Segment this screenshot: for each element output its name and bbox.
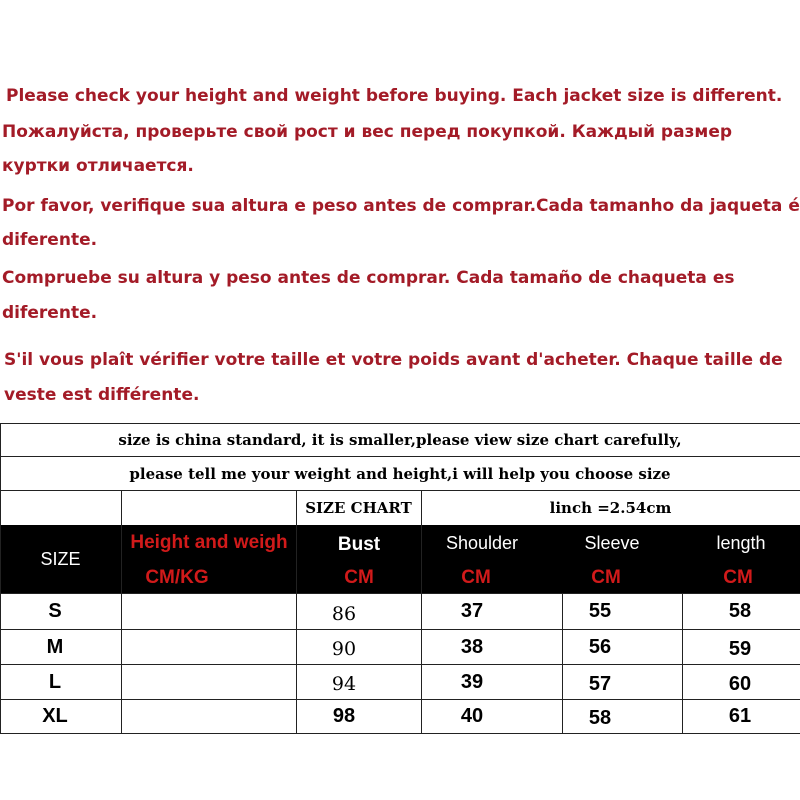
shoulder-value: 40 — [460, 705, 484, 727]
height-weight-value — [122, 700, 296, 733]
row-divider — [0, 733, 800, 734]
header-bust: Bust — [337, 534, 381, 555]
shoulder-value: 37 — [460, 600, 484, 622]
notice-spanish-line1: Compruebe su altura y peso antes de comprar. Cada tamaño de chaqueta es — [2, 268, 735, 288]
notice-portuguese-line1: Por favor, verifique sua altura e peso antes de comprar.Cada tamanho da jaqueta é — [2, 196, 800, 216]
height-weight-value — [122, 630, 296, 664]
header-height-weight: Height and weigh — [130, 532, 288, 553]
size-label: L — [48, 670, 62, 693]
notice-portuguese-line2: diferente. — [2, 230, 98, 250]
shoulder-value: 39 — [460, 670, 484, 693]
sleeve-value: 56 — [588, 635, 612, 658]
size-label: M — [46, 635, 64, 658]
note-china-standard: size is china standard, it is smaller,please view size chart carefully, — [118, 431, 682, 449]
header-shoulder: Shoulder — [445, 532, 519, 553]
size-chart-title: SIZE CHART — [305, 499, 412, 517]
length-value: 58 — [728, 600, 752, 622]
notice-russian-line2: куртки отличается. — [2, 156, 194, 176]
bust-value: 98 — [332, 705, 356, 727]
bust-value: 94 — [331, 673, 357, 695]
notice-french-line2: veste est différente. — [4, 385, 200, 405]
length-value: 59 — [728, 637, 752, 660]
size-label: S — [48, 600, 62, 622]
header-size: SIZE — [40, 548, 81, 569]
header-sleeve: Sleeve — [584, 532, 640, 553]
notice-french-line1: S'il vous plaît vérifier votre taille et votre poids avant d'acheter. Chaque taille de — [4, 350, 783, 370]
unit-sleeve: CM — [591, 567, 621, 588]
unit-shoulder: CM — [461, 567, 491, 588]
unit-bust: CM — [344, 567, 374, 588]
sleeve-value: 55 — [588, 600, 612, 622]
unit-length: CM — [723, 567, 753, 588]
note-tell-weight-height: please tell me your weight and height,i will help you choose size — [129, 464, 671, 483]
notice-russian-line1: Пожалуйста, проверьте свой рост и вес перед покупкой. Каждый размер — [2, 122, 733, 142]
unit-height-weight: CM/KG — [145, 567, 209, 588]
height-weight-value — [122, 594, 296, 629]
header-length: length — [716, 532, 766, 553]
bust-value: 90 — [331, 638, 357, 660]
length-value: 60 — [728, 672, 752, 695]
notice-english: Please check your height and weight before buying. Each jacket size is different. — [6, 86, 783, 106]
bust-value: 86 — [331, 602, 357, 625]
sleeve-value: 58 — [588, 707, 612, 729]
row-divider — [0, 629, 800, 630]
notice-spanish-line2: diferente. — [2, 303, 98, 323]
shoulder-value: 38 — [460, 635, 484, 658]
row-divider — [0, 699, 800, 700]
row-divider — [0, 664, 800, 665]
height-weight-value — [122, 665, 296, 699]
sleeve-value: 57 — [588, 672, 612, 695]
size-label: XL — [42, 705, 68, 727]
inch-conversion-note: linch =2.54cm — [549, 499, 672, 517]
length-value: 61 — [728, 705, 752, 727]
